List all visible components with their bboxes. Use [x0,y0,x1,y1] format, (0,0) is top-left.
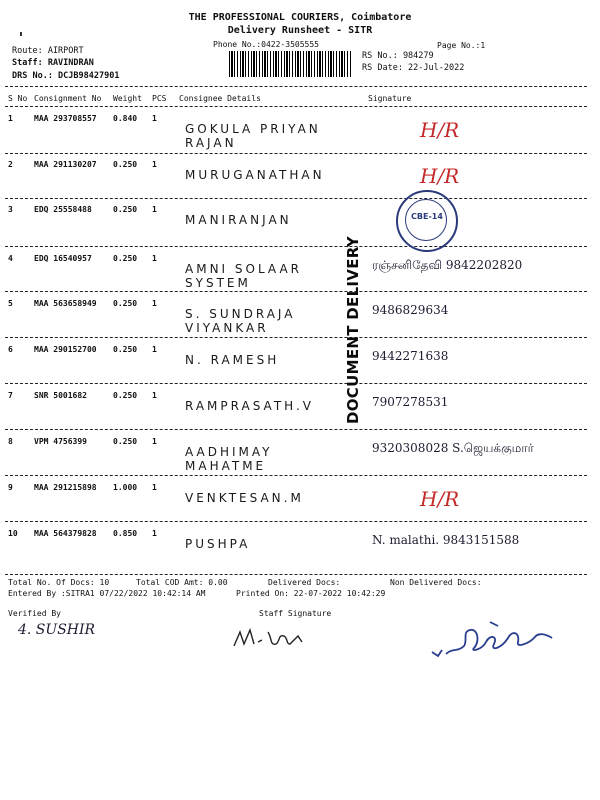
row-consignee: N. RAMESH [185,353,280,367]
row-divider [5,246,587,247]
row-signature: ரஞ்சனிதேவி 9842202820 [372,258,523,272]
row-signature: N. malathi. 9843151588 [372,533,520,547]
printed-on: Printed On: 22-07-2022 10:42:29 [236,589,386,598]
row-sno: 6 [8,345,13,354]
col-signature: Signature [368,94,412,103]
row-divider [5,383,587,384]
row-sno: 8 [8,437,13,446]
phone-number: Phone No.:0422-3505555 [213,40,319,49]
row-consignee: VENKTESAN.M [185,491,304,505]
entered-by: Entered By :SITRA1 07/22/2022 10:42:14 AM [8,589,206,598]
row-sno: 5 [8,299,13,308]
row-weight: 0.250 [113,437,138,446]
row-pcs: 1 [152,254,157,263]
row-divider [5,291,587,292]
row-signature: H/R [420,487,460,511]
page-number: Page No.:1 [437,41,486,50]
row-consignee: AADHIMAY MAHATME [185,445,273,473]
blue-signature-scribble [428,612,568,668]
round-stamp [396,190,458,252]
row-pcs: 1 [152,114,157,123]
col-sno: S No [8,94,28,103]
rs-date: RS Date: 22-Jul-2022 [362,63,465,73]
route: Route: AIRPORT [12,46,84,56]
row-sno: 1 [8,114,13,123]
company-name: THE PROFESSIONAL COURIERS, Coimbatore [188,12,412,23]
total-cod: Total COD Amt: 0.00 [136,578,228,587]
row-weight: 0.250 [113,391,138,400]
row-sno: 9 [8,483,13,492]
row-sno: 7 [8,391,13,400]
row-sno: 2 [8,160,13,169]
row-divider [5,153,587,154]
row-pcs: 1 [152,205,157,214]
row-consignment-no: SNR 5001682 [34,391,87,400]
staff-signature-scribble [228,624,328,656]
print-mark [20,32,22,36]
row-divider [5,429,587,430]
row-consignee: AMNI SOLAAR SYSTEM [185,262,303,290]
row-pcs: 1 [152,299,157,308]
document-delivery-stamp: DOCUMENT DELIVERY [344,236,362,424]
divider [5,86,587,87]
row-consignment-no: MAA 291130207 [34,160,97,169]
row-signature: 9442271638 [372,349,449,363]
row-pcs: 1 [152,437,157,446]
row-consignee: PUSHPA [185,537,251,551]
staff-signature-label: Staff Signature [259,609,332,618]
row-divider [5,475,587,476]
divider [5,106,587,107]
row-consignment-no: VPM 4756399 [34,437,87,446]
row-consignment-no: MAA 563658949 [34,299,97,308]
col-consignee: Consignee Details [179,94,261,103]
round-stamp-code: CBE-14 [411,212,443,221]
row-consignment-no: MAA 564379828 [34,529,97,538]
row-pcs: 1 [152,529,157,538]
row-weight: 0.250 [113,160,138,169]
row-sno: 10 [8,529,18,538]
row-consignment-no: EDQ 25558488 [34,205,92,214]
row-consignment-no: EDQ 16540957 [34,254,92,263]
divider [5,574,587,575]
row-sno: 3 [8,205,13,214]
delivered-docs: Delivered Docs: [268,578,341,587]
barcode [229,51,351,77]
row-consignee: S. SUNDRAJA VIYANKAR [185,307,296,335]
non-delivered-docs: Non Delivered Docs: [390,578,482,587]
row-weight: 0.850 [113,529,138,538]
row-signature: H/R [420,118,460,142]
row-divider [5,337,587,338]
row-weight: 0.250 [113,299,138,308]
row-weight: 0.250 [113,254,138,263]
rs-number: RS No.: 984279 [362,51,434,61]
document-title: Delivery Runsheet - SITR [227,25,373,36]
drs-number: DRS No.: DCJB98427901 [12,71,120,81]
row-weight: 0.250 [113,205,138,214]
row-weight: 1.000 [113,483,138,492]
verified-by-label: Verified By [8,609,61,618]
row-consignment-no: MAA 291215898 [34,483,97,492]
row-consignee: MURUGANATHAN [185,168,325,182]
row-consignment-no: MAA 290152700 [34,345,97,354]
row-divider [5,521,587,522]
row-signature: 9320308028 S.ஜெயக்குமார் [372,441,534,455]
row-consignee: GOKULA PRIYAN RAJAN [185,122,321,150]
row-pcs: 1 [152,345,157,354]
verifier-signature: 4. SUSHIR [18,622,96,638]
row-divider [5,198,587,199]
col-weight: Weight [113,94,142,103]
row-pcs: 1 [152,391,157,400]
col-pcs: PCS [152,94,167,103]
row-signature: H/R [420,164,460,188]
col-consignment: Consignment No [34,94,102,103]
row-signature: 7907278531 [372,395,449,409]
row-consignee: RAMPRASATH.V [185,399,314,413]
row-pcs: 1 [152,483,157,492]
row-weight: 0.250 [113,345,138,354]
total-docs: Total No. Of Docs: 10 [8,578,110,587]
staff: Staff: RAVINDRAN [12,58,94,68]
row-consignee: MANIRANJAN [185,213,292,227]
row-consignment-no: MAA 293708557 [34,114,97,123]
row-sno: 4 [8,254,13,263]
row-pcs: 1 [152,160,157,169]
row-weight: 0.840 [113,114,138,123]
row-signature: 9486829634 [372,303,449,317]
